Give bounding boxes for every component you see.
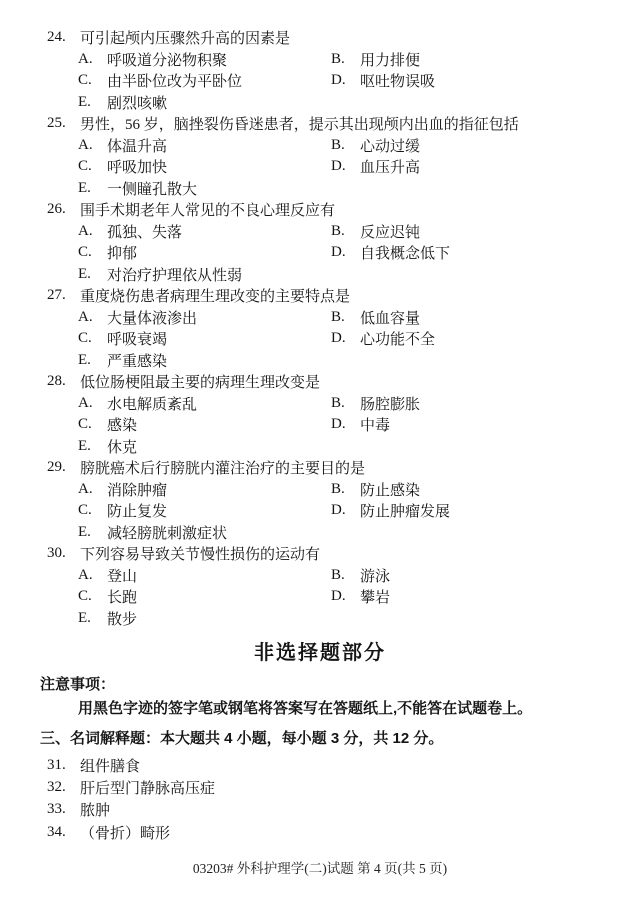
option-text: 防止复发 — [107, 504, 168, 521]
notice-title: 注意事项： — [40, 676, 116, 693]
option-label: A. — [78, 50, 93, 67]
option-c — [78, 586, 331, 607]
option-text: 呼吸加快 — [107, 160, 168, 177]
option-row — [0, 436, 640, 458]
question-stem: 可引起颅内压骤然升高的因素是 — [80, 31, 291, 48]
term-number: 33. — [47, 801, 66, 818]
option-text: 一侧瞳孔散大 — [107, 181, 198, 198]
option-a — [78, 221, 331, 242]
question-stem: 重度烧伤患者病理生理改变的主要特点是 — [80, 289, 351, 306]
option-row — [0, 242, 640, 264]
option-text: 孤独、失落 — [107, 224, 183, 241]
option-e — [78, 522, 331, 543]
option-text: 反应迟钝 — [360, 224, 421, 241]
option-a — [78, 307, 331, 328]
question-24 — [0, 27, 640, 113]
question-26 — [0, 199, 640, 285]
option-e — [78, 178, 331, 199]
option-label: E. — [78, 179, 91, 196]
option-label: D. — [331, 72, 346, 89]
option-label: E. — [78, 609, 91, 626]
option-text: 心动过缓 — [360, 138, 421, 155]
option-row — [0, 328, 640, 350]
option-text: 防止肿瘤发展 — [360, 504, 451, 521]
term-text: 脓肿 — [80, 803, 111, 820]
option-row — [0, 49, 640, 71]
question-number: 27. — [47, 287, 66, 304]
question-stem-row — [0, 285, 640, 307]
option-label: C. — [78, 588, 92, 605]
question-number: 28. — [47, 373, 66, 390]
option-label: A. — [78, 566, 93, 583]
option-d — [331, 500, 450, 521]
term-number: 31. — [47, 756, 66, 773]
option-text: 呼吸衰竭 — [107, 332, 168, 349]
option-d — [331, 156, 420, 177]
option-b — [331, 135, 420, 156]
option-label: C. — [78, 502, 92, 519]
option-label: A. — [78, 136, 93, 153]
option-label: D. — [331, 588, 346, 605]
option-label: E. — [78, 523, 91, 540]
option-row — [0, 500, 640, 522]
option-a — [78, 49, 331, 70]
question-number: 25. — [47, 115, 66, 132]
question-stem-row — [0, 113, 640, 135]
option-label: D. — [331, 244, 346, 261]
option-text: 自我概念低下 — [360, 246, 451, 263]
question-number: 30. — [47, 545, 66, 562]
option-row — [0, 307, 640, 329]
option-label: B. — [331, 50, 345, 67]
question-number: 29. — [47, 459, 66, 476]
option-label: B. — [331, 136, 345, 153]
option-label: C. — [78, 72, 92, 89]
option-text: 大量体液渗出 — [107, 310, 198, 327]
question-28 — [0, 371, 640, 457]
question-stem: 低位肠梗阻最主要的病理生理改变是 — [80, 375, 321, 392]
option-label: C. — [78, 158, 92, 175]
option-row — [0, 586, 640, 608]
option-c — [78, 156, 331, 177]
option-row — [0, 608, 640, 630]
option-d — [331, 70, 435, 91]
option-text: 严重感染 — [107, 353, 168, 370]
option-e — [78, 436, 331, 457]
option-label: B. — [331, 566, 345, 583]
option-label: D. — [331, 502, 346, 519]
option-text: 登山 — [107, 568, 138, 585]
option-label: C. — [78, 416, 92, 433]
option-label: E. — [78, 437, 91, 454]
question-25 — [0, 113, 640, 199]
option-text: 呼吸道分泌物积聚 — [107, 52, 228, 69]
option-label: B. — [331, 308, 345, 325]
option-row — [0, 479, 640, 501]
option-row — [0, 135, 640, 157]
question-stem: 下列容易导致关节慢性损伤的运动有 — [80, 547, 321, 564]
question-stem: 膀胱癌术后行膀胱内灌注治疗的主要目的是 — [80, 461, 366, 478]
option-b — [331, 307, 420, 328]
option-text: 剧烈咳嗽 — [107, 95, 168, 112]
option-e — [78, 608, 331, 629]
option-text: 减轻膀胱刺激症状 — [107, 525, 228, 542]
option-d — [331, 414, 390, 435]
question-27 — [0, 285, 640, 371]
question-stem: 男性，56 岁，脑挫裂伤昏迷患者，提示其出现颅内出血的指征包括 — [80, 117, 519, 134]
term-item-32 — [0, 776, 640, 798]
option-text: 体温升高 — [107, 138, 168, 155]
question-30 — [0, 543, 640, 629]
option-label: A. — [78, 308, 93, 325]
option-d — [331, 586, 390, 607]
option-e — [78, 92, 331, 113]
option-label: C. — [78, 244, 92, 261]
option-row — [0, 178, 640, 200]
option-label: E. — [78, 93, 91, 110]
option-text: 攀岩 — [360, 590, 391, 607]
option-text: 对治疗护理依从性弱 — [107, 267, 243, 284]
term-text: （骨折）畸形 — [80, 825, 171, 842]
question-number: 26. — [47, 201, 66, 218]
option-row — [0, 70, 640, 92]
option-label: A. — [78, 222, 93, 239]
option-d — [331, 242, 450, 263]
option-text: 呕吐物误吸 — [360, 74, 436, 91]
option-label: E. — [78, 351, 91, 368]
option-text: 低血容量 — [360, 310, 421, 327]
option-label: B. — [331, 480, 345, 497]
section-heading: 非选择题部分 — [254, 642, 386, 664]
option-text: 肠腔膨胀 — [360, 396, 421, 413]
question-29 — [0, 457, 640, 543]
option-c — [78, 500, 331, 521]
option-row — [0, 156, 640, 178]
question-stem-row — [0, 543, 640, 565]
option-label: A. — [78, 394, 93, 411]
option-text: 长跑 — [107, 590, 138, 607]
option-b — [331, 565, 390, 586]
term-item-31 — [0, 754, 640, 776]
option-text: 由半卧位改为平卧位 — [107, 74, 243, 91]
option-row — [0, 92, 640, 114]
term-definition-list — [0, 754, 640, 843]
option-text: 抑郁 — [107, 246, 138, 263]
option-label: A. — [78, 480, 93, 497]
option-b — [331, 221, 420, 242]
question-stem-row — [0, 457, 640, 479]
option-row — [0, 393, 640, 415]
question-stem-row — [0, 371, 640, 393]
option-a — [78, 479, 331, 500]
term-number: 34. — [47, 823, 66, 840]
option-label: C. — [78, 330, 92, 347]
option-row — [0, 522, 640, 544]
option-row — [0, 350, 640, 372]
term-item-33 — [0, 799, 640, 821]
option-a — [78, 135, 331, 156]
option-e — [78, 264, 331, 285]
option-text: 消除肿瘤 — [107, 482, 168, 499]
option-label: D. — [331, 158, 346, 175]
option-text: 散步 — [107, 611, 138, 628]
option-e — [78, 350, 331, 371]
option-row — [0, 221, 640, 243]
option-b — [331, 479, 420, 500]
option-c — [78, 328, 331, 349]
term-text: 肝后型门静脉高压症 — [80, 780, 216, 797]
option-text: 用力排便 — [360, 52, 421, 69]
option-b — [331, 393, 420, 414]
section3-header: 三、名词解释题：本大题共 4 小题，每小题 3 分，共 12 分。 — [40, 730, 444, 747]
option-label: B. — [331, 222, 345, 239]
option-text: 休克 — [107, 439, 138, 456]
option-text: 心功能不全 — [360, 332, 436, 349]
question-stem: 围手术期老年人常见的不良心理反应有 — [80, 203, 336, 220]
option-row — [0, 565, 640, 587]
term-item-34 — [0, 821, 640, 843]
option-label: D. — [331, 416, 346, 433]
question-stem-row — [0, 199, 640, 221]
option-label: E. — [78, 265, 91, 282]
term-number: 32. — [47, 778, 66, 795]
option-label: D. — [331, 330, 346, 347]
option-a — [78, 565, 331, 586]
option-c — [78, 242, 331, 263]
option-text: 游泳 — [360, 568, 391, 585]
option-c — [78, 70, 331, 91]
term-text: 组件膳食 — [80, 758, 141, 775]
option-text: 血压升高 — [360, 160, 421, 177]
option-text: 防止感染 — [360, 482, 421, 499]
notice-body: 用黑色字迹的签字笔或钢笔将答案写在答题纸上,不能答在试题卷上。 — [78, 700, 533, 717]
question-stem-row — [0, 27, 640, 49]
option-label: B. — [331, 394, 345, 411]
question-number: 24. — [47, 29, 66, 46]
option-c — [78, 414, 331, 435]
option-text: 中毒 — [360, 418, 391, 435]
option-text: 水电解质紊乱 — [107, 396, 198, 413]
option-d — [331, 328, 435, 349]
option-text: 感染 — [107, 418, 138, 435]
option-b — [331, 49, 420, 70]
option-a — [78, 393, 331, 414]
option-row — [0, 264, 640, 286]
option-row — [0, 414, 640, 436]
page-footer: 03203# 外科护理学(二)试题 第 4 页(共 5 页) — [192, 861, 448, 876]
